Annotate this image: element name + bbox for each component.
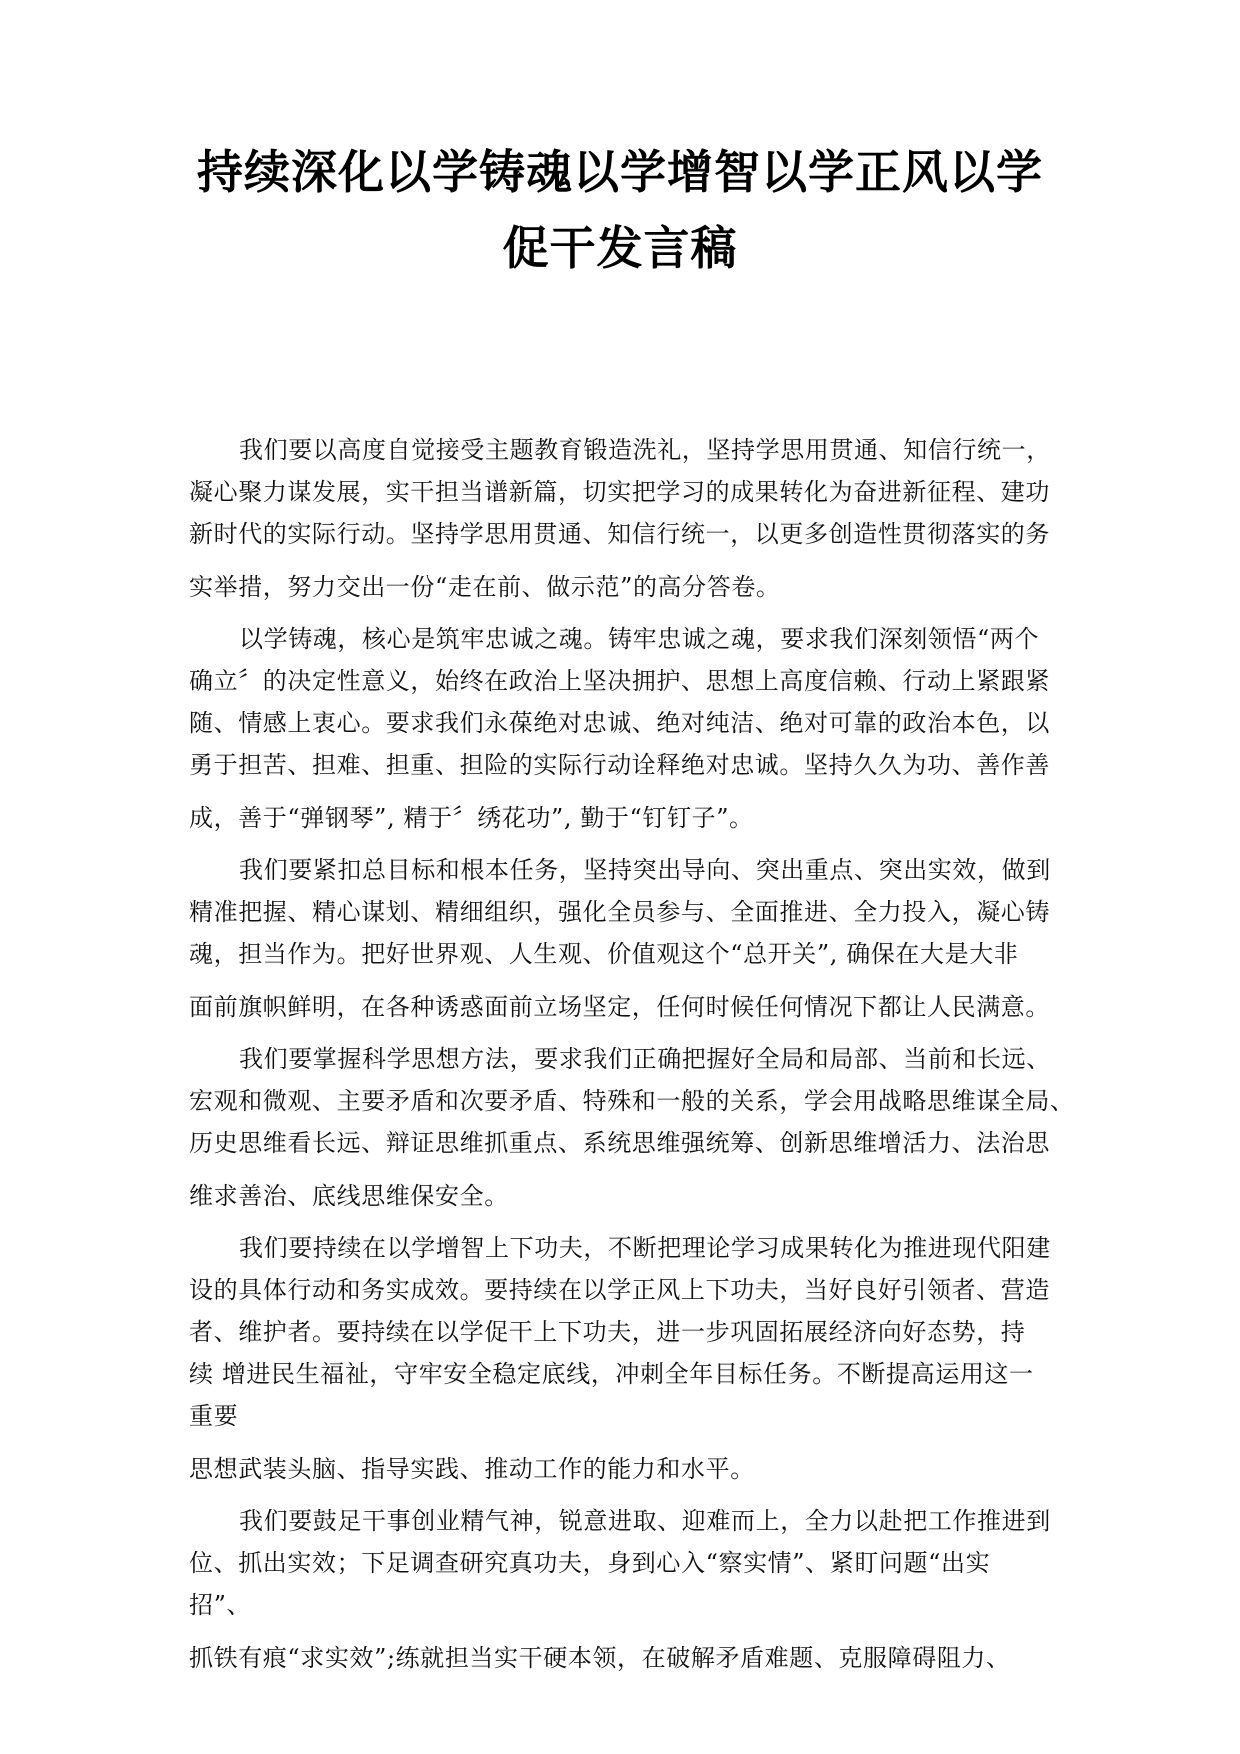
paragraph-2-line-5: 成，善于“弹钢琴”, 精于〞绣花功”, 勤于“钉钉子”。 <box>189 804 754 832</box>
paragraph-2-line-1: 以学铸魂，核心是筑牢忠诚之魂。铸牢忠诚之魂，要求我们深刻领悟“两个 <box>239 625 1040 653</box>
paragraph-1-line-1: 我们要以高度自觉接受主题教育锻造洗礼，坚持学思用贯通、知信行统一， <box>239 436 1051 464</box>
paragraph-6-line-1: 我们要鼓足干事创业精气神，锐意进取、迎难而上，全力以赴把工作推进到 <box>239 1507 1051 1535</box>
paragraph-5-line-3: 者、维护者。要持续在以学促干上下功夫，进一步巩固拓展经济向好态势，持 <box>189 1318 1026 1346</box>
paragraph-6-line-4: 抓铁有痕“求实效”;练就担当实干硬本领，在破解矛盾难题、克服障碍阻力、 <box>189 1644 1011 1672</box>
paragraph-2-line-2: 确立〞的决定性意义，始终在政治上坚决拥护、思想上高度信赖、行动上紧跟紧 <box>189 667 1050 695</box>
paragraph-3-line-4: 面前旗帜鲜明，在各种诱惑面前立场坚定，任何时候任何情况下都让人民满意。 <box>189 993 1050 1021</box>
paragraph-3-line-1: 我们要紧扣总目标和根本任务，坚持突出导向、突出重点、突出实效，做到 <box>239 856 1051 884</box>
paragraph-3-line-2: 精准把握、精心谋划、精细组织，强化全员参与、全面推进、全力投入，凝心铸 <box>189 898 1050 926</box>
document-title-line-1: 持续深化以学铸魂以学增智以学正风以学 <box>197 145 1043 199</box>
paragraph-4-line-1: 我们要掌握科学思想方法，要求我们正确把握好全局和局部、当前和长远、 <box>239 1045 1051 1073</box>
paragraph-1-line-3: 新时代的实际行动。坚持学思用贯通、知信行统一，以更多创造性贯彻落实的务 <box>189 520 1050 548</box>
paragraph-1-line-2: 凝心聚力谋发展，实干担当谱新篇，切实把学习的成果转化为奋进新征程、建功 <box>189 478 1050 506</box>
paragraph-1-line-4: 实举措，努力交出一份“走在前、做示范”的高分答卷。 <box>189 573 781 601</box>
paragraph-3-line-3: 魂，担当作为。把好世界观、人生观、价值观这个“总开关”, 确保在大是大非 <box>189 940 1019 968</box>
paragraph-5-line-6: 思想武装头脑、指导实践、推动工作的能力和水平。 <box>189 1455 755 1483</box>
paragraph-4-line-2: 宏观和微观、主要矛盾和次要矛盾、特殊和一般的关系，学会用战略思维谋全局、 <box>189 1087 1075 1115</box>
paragraph-6-line-3: 招”、 <box>189 1591 252 1619</box>
paragraph-5-line-2: 设的具体行动和务实成效。要持续在以学正风上下功夫，当好良好引领者、营造 <box>189 1276 1050 1304</box>
paragraph-6-line-2: 位、抓出实效；下足调查研究真功夫，身到心入“察实情”、紧盯问题“出实 <box>189 1549 991 1577</box>
paragraph-5-line-1: 我们要持续在以学增智上下功夫，不断把理论学习成果转化为推进现代阳建 <box>239 1234 1051 1262</box>
paragraph-4-line-4: 维求善治、底线思维保安全。 <box>189 1182 509 1210</box>
paragraph-2-line-3: 随、情感上衷心。要求我们永葆绝对忠诚、绝对纯洁、绝对可靠的政治本色，以 <box>189 709 1050 737</box>
paragraph-5-line-4: 续 增进民生福祉，守牢安全稳定底线，冲刺全年目标任务。不断提高运用这一 <box>189 1360 1034 1388</box>
paragraph-2-line-4: 勇于担苦、担难、担重、担险的实际行动诠释绝对忠诚。坚持久久为功、善作善 <box>189 751 1050 779</box>
paragraph-4-line-3: 历史思维看长远、辩证思维抓重点、系统思维强统筹、创新思维增活力、法治思 <box>189 1129 1050 1157</box>
paragraph-5-line-5: 重要 <box>189 1402 239 1430</box>
document-title-line-2: 促干发言稿 <box>502 221 738 275</box>
